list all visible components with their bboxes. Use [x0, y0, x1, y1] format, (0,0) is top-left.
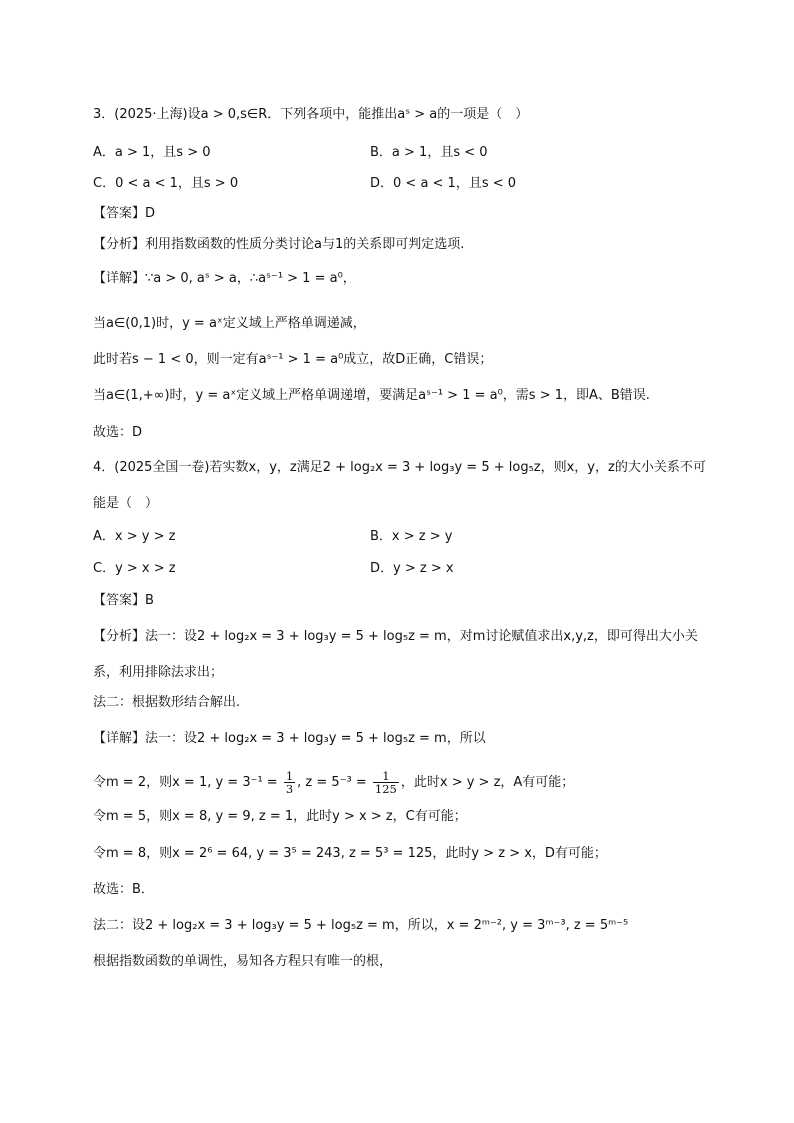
q4-method2: 法二：设2 + log₂x = 3 + log₃y = 5 + log₅z = m，所以，x = 2ᵐ⁻², y = 3ᵐ⁻³, z = 5ᵐ⁻⁵: [93, 918, 629, 933]
q4-analysis-line2: 系，利用排除法求出；: [93, 665, 224, 680]
q3-analysis: 【分析】利用指数函数的性质分类讨论a与1的关系即可判定选项.: [93, 237, 465, 252]
fraction-one-125th: [373, 770, 399, 795]
q4-case-m2-suffix: ，此时x > y > z，A有可能；: [400, 775, 575, 790]
fraction-numerator: 1: [373, 770, 399, 783]
q4-analysis-line1: 【分析】法一：设2 + log₂x = 3 + log₃y = 5 + log₅z = m，对m讨论赋值求出x,y,z，即可得出大小关: [93, 629, 698, 644]
q3-detail-1: 【详解】∵a > 0, aˢ > a，∴aˢ⁻¹ > 1 = a⁰，: [93, 271, 356, 286]
q4-case-m2-mid: , z = 5⁻³ =: [297, 775, 371, 790]
fraction-one-third: [284, 770, 295, 795]
q4-case-m8: 令m = 8，则x = 2⁶ = 64, y = 3⁵ = 243, z = 5³ = 125，此时y > z > x，D有可能；: [93, 846, 607, 861]
q4-choose: 故选：B．: [93, 882, 154, 897]
q3-detail-2: 当a∈(0,1)时，y = aˣ定义域上严格单调递减，: [93, 316, 366, 331]
q4-option-d: D．y > z > x: [370, 561, 454, 576]
q3-detail-3: 此时若s − 1 < 0，则一定有aˢ⁻¹ > 1 = a⁰成立，故D正确，C错误；: [93, 352, 493, 367]
q3-detail-4: 当a∈(1,+∞)时，y = aˣ定义域上严格单调递增，要满足aˢ⁻¹ > 1 = a⁰，需s > 1，即A、B错误.: [93, 388, 650, 403]
q4-case-m2: [93, 770, 574, 795]
q4-answer: 【答案】B: [93, 593, 154, 608]
q4-last-line: 根据指数函数的单调性，易知各方程只有唯一的根，: [93, 954, 393, 969]
q3-option-b: B．a > 1，且s < 0: [370, 145, 488, 160]
q3-option-c: C．0 < a < 1，且s > 0: [93, 176, 239, 191]
q4-option-c: C．y > x > z: [93, 561, 176, 576]
q3-answer: 【答案】D: [93, 206, 156, 221]
q4-case-m5: 令m = 5，则x = 8, y = 9, z = 1，此时y > x > z，C有可能；: [93, 809, 467, 824]
q3-choose: 故选：D: [93, 425, 143, 440]
fraction-denominator: 3: [285, 782, 294, 796]
q4-case-m2-prefix: 令m = 2，则x = 1, y = 3⁻¹ =: [93, 775, 282, 790]
q4-option-b: B．x > z > y: [370, 529, 453, 544]
q3-option-d: D．0 < a < 1，且s < 0: [370, 176, 517, 191]
q4-detail-1: 【详解】法一：设2 + log₂x = 3 + log₃y = 5 + log₅z = m，所以: [93, 731, 486, 746]
q4-analysis-line3: 法二：根据数形结合解出.: [93, 695, 241, 710]
q3-stem: 3．(2025·上海)设a > 0,s∈R．下列各项中，能推出aˢ > a的一项是（ ）: [93, 107, 529, 122]
q3-option-a: A．a > 1，且s > 0: [93, 145, 211, 160]
q4-stem-line2: 能是（ ）: [93, 496, 159, 511]
fraction-denominator: 125: [374, 782, 397, 796]
q4-stem-line1: 4．(2025全国一卷)若实数x，y，z满足2 + log₂x = 3 + log₃y = 5 + log₅z，则x，y，z的大小关系不可: [93, 460, 706, 475]
fraction-numerator: 1: [285, 769, 294, 783]
q4-option-a: A．x > y > z: [93, 529, 176, 544]
